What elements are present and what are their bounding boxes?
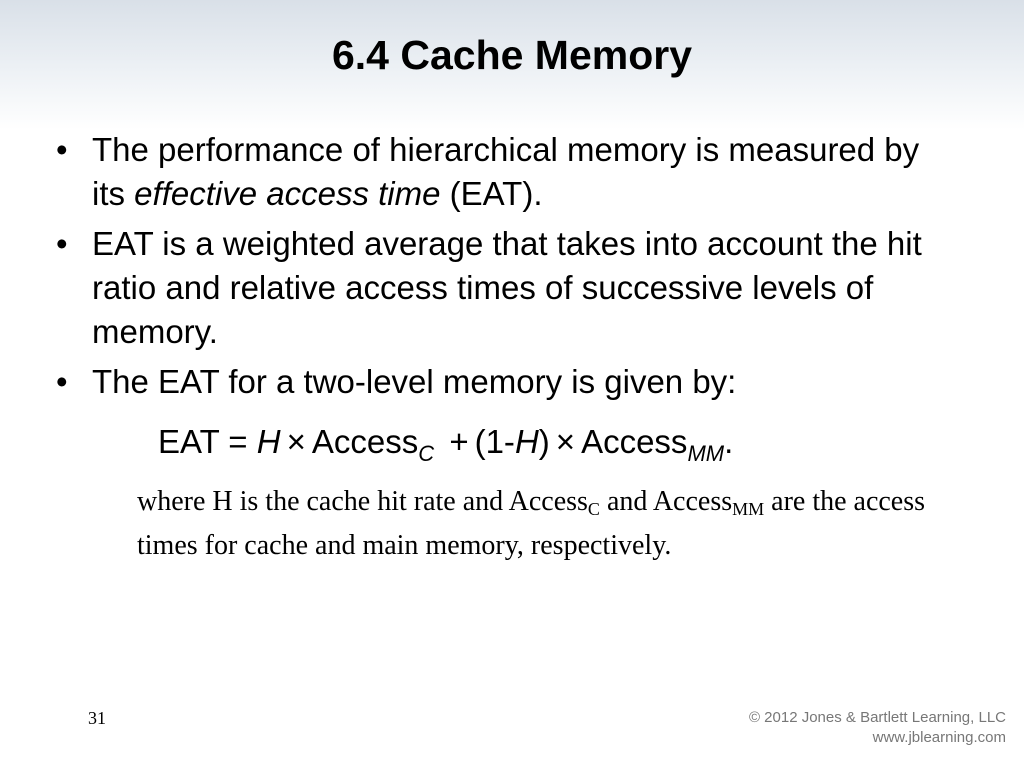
formula-explanation [137, 480, 977, 568]
formula-subscript: C [418, 441, 435, 466]
note-subscript: MM [732, 499, 765, 519]
bullet-emphasis: effective access time [134, 175, 441, 212]
note-text: are the access times for cache and main memory, respectively. [137, 486, 926, 561]
bullet-list [56, 128, 956, 410]
copyright-notice [749, 708, 1006, 748]
formula-access: Access [311, 423, 419, 460]
formula-plus: + [449, 423, 469, 460]
bullet-text: The performance of hierarchical memory is measured by its [92, 131, 920, 212]
formula-subscript: MM [687, 441, 725, 466]
formula-paren-open: (1- [474, 423, 515, 460]
bullet-item-2 [56, 222, 956, 354]
bullet-text: (EAT). [440, 175, 543, 212]
note-text: where H is the cache hit rate and Access [137, 486, 588, 517]
bullet-text: EAT is a weighted average that takes into account the hit ratio and relative access times of successive levels of memory. [92, 225, 922, 350]
note-subscript: C [587, 499, 600, 519]
copyright-url: www.jblearning.com [872, 729, 1006, 746]
formula-times: × [286, 423, 306, 460]
formula-hit-rate: H [256, 423, 281, 460]
bullet-text: The EAT for a two-level memory is given by: [92, 363, 737, 400]
formula-end: . [724, 423, 734, 460]
page-number: 31 [88, 708, 106, 728]
bullet-marker: • [56, 131, 68, 168]
formula-times: × [555, 423, 576, 460]
bullet-item-1 [56, 128, 956, 216]
bullet-marker: • [56, 363, 68, 400]
slide-title: 6.4 Cache Memory [331, 32, 693, 78]
formula-lhs: EAT = [158, 423, 248, 460]
copyright-line: © 2012 Jones & Bartlett Learning, LLC [748, 709, 1006, 726]
eat-formula [158, 420, 733, 464]
bullet-item-3 [56, 360, 956, 404]
formula-access: Access [581, 423, 688, 460]
bullet-marker: • [56, 225, 68, 262]
formula-hit-rate: H [514, 423, 539, 460]
formula-paren-close: ) [538, 423, 550, 460]
note-text: and Access [599, 486, 733, 517]
